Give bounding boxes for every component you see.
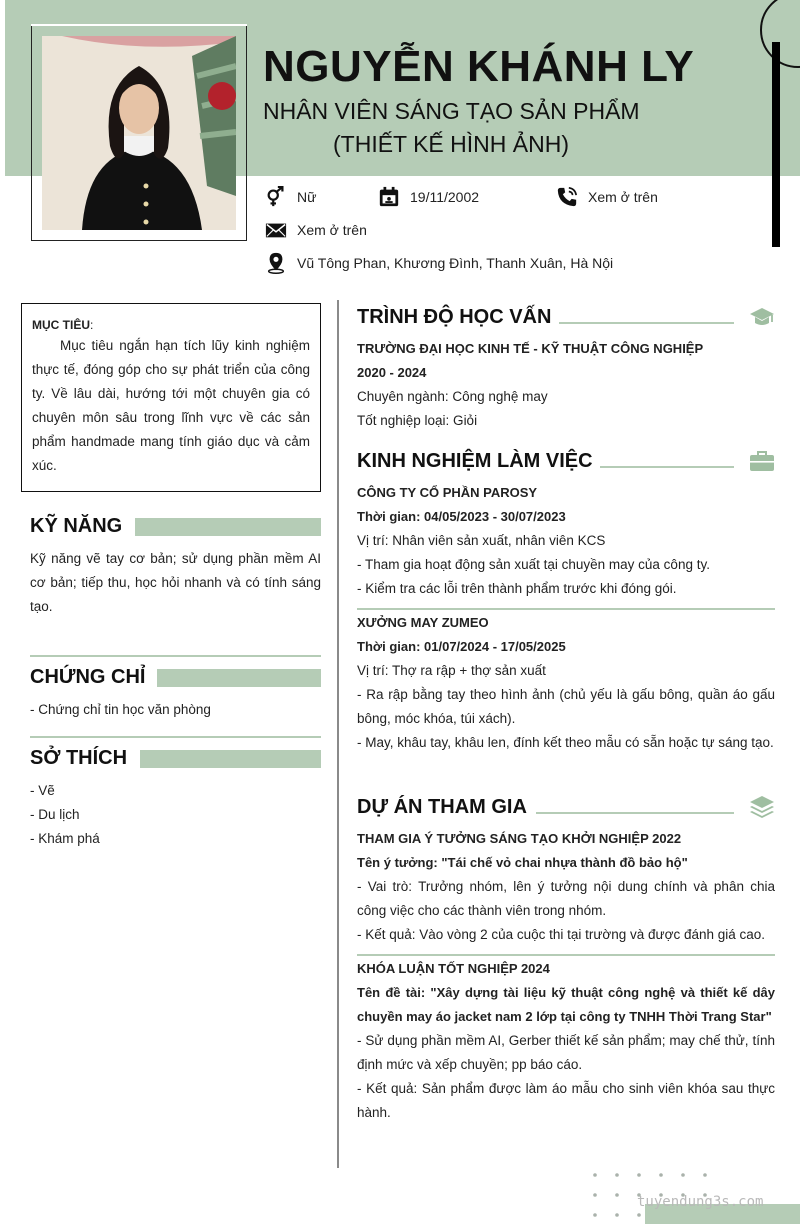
projects-heading-line bbox=[536, 812, 734, 814]
skills-heading: KỸ NĂNG bbox=[30, 515, 123, 537]
hobbies-heading-bar bbox=[140, 750, 321, 768]
info-email bbox=[265, 219, 367, 241]
education-heading: TRÌNH ĐỘ HỌC VẤN bbox=[357, 306, 552, 328]
hobby-item: - Du lịch bbox=[30, 807, 80, 822]
graduation-cap-icon bbox=[749, 305, 775, 329]
project-name: THAM GIA Ý TƯỞNG SÁNG TẠO KHỞI NGHIỆP 2022 bbox=[357, 831, 682, 846]
project-idea: Tên đề tài: "Xây dựng tài liệu kỹ thuật công nghệ và thiết kế dây chuyền may áo jacket nam 2 lớp tại công ty TNHH Thời Trang Star" bbox=[357, 985, 775, 1024]
email-value: Xem ở trên bbox=[297, 222, 367, 238]
hobbies-divider bbox=[30, 736, 321, 738]
job-duty: - Kiểm tra các lỗi trên thành phẩm trước khi đóng gói. bbox=[357, 581, 677, 596]
experience-heading: KINH NGHIỆM LÀM VIỆC bbox=[357, 450, 593, 472]
info-address bbox=[265, 252, 613, 274]
photo-frame-highlight bbox=[31, 24, 247, 26]
projects-heading: DỰ ÁN THAM GIA bbox=[357, 796, 527, 818]
project-separator bbox=[357, 954, 775, 956]
certificate-item: - Chứng chỉ tin học văn phòng bbox=[30, 702, 211, 717]
objective-label: MỤC TIÊU bbox=[32, 318, 90, 332]
hobby-item: - Vẽ bbox=[30, 783, 55, 798]
education-grade: Tốt nghiệp loại: Giỏi bbox=[357, 413, 478, 428]
job-time: Thời gian: 04/05/2023 - 30/07/2023 bbox=[357, 509, 566, 524]
job-title-subtitle: (THIẾT KẾ HÌNH ẢNH) bbox=[333, 131, 569, 157]
project-detail: - Sử dụng phần mềm AI, Gerber thiết kế sản phẩm; may chế thử, tính định mức và xếp chuyền; pp báo cáo. bbox=[357, 1033, 775, 1072]
education-heading-line bbox=[559, 322, 734, 324]
info-gender bbox=[265, 186, 316, 208]
envelope-icon bbox=[265, 219, 287, 241]
project-detail: - Kết quả: Sản phẩm được làm áo mẫu cho sinh viên khóa sau thực hành. bbox=[357, 1081, 775, 1120]
job-company: CÔNG TY CỔ PHẦN PAROSY bbox=[357, 485, 538, 500]
profile-photo bbox=[42, 36, 236, 230]
gender-value: Nữ bbox=[297, 189, 317, 205]
briefcase-icon bbox=[749, 449, 775, 473]
project-detail: - Kết quả: Vào vòng 2 của cuộc thi tại trường và được đánh giá cao. bbox=[357, 927, 766, 942]
candidate-name: NGUYỄN KHÁNH LY bbox=[263, 42, 695, 91]
objective-box: MỤC TIÊU: Mục tiêu ngắn hạn tích lũy kinh nghiệm thực tế, đóng góp cho sự phát triển của công ty. Về lâu dài, hướng tới một chuyên gia có chuyên môn sâu trong lĩnh vực về các sản phẩm handmade mang tính giáo dục và cảm xúc. bbox=[21, 303, 321, 492]
skills-text: Kỹ năng vẽ tay cơ bản; sử dụng phần mềm AI cơ bản; tiếp thu, học hỏi nhanh và có tính sáng tạo. bbox=[30, 551, 321, 614]
project-name: KHÓA LUẬN TỐT NGHIỆP 2024 bbox=[357, 961, 550, 976]
education-years: 2020 - 2024 bbox=[357, 365, 427, 380]
job-duty: - May, khâu tay, khâu len, đính kết theo mẫu có sẵn hoặc tự sáng tạo. bbox=[357, 735, 774, 750]
education-major: Chuyên ngành: Công nghệ may bbox=[357, 389, 548, 404]
address-value: Vũ Tông Phan, Khương Đình, Thanh Xuân, Hà Nội bbox=[297, 255, 614, 271]
watermark: tuyendung3s.com bbox=[637, 1194, 764, 1210]
decorative-bar bbox=[772, 42, 780, 247]
phone-icon bbox=[556, 186, 578, 208]
job-duty: - Ra rập bằng tay theo hình ảnh (chủ yếu là gấu bông, quần áo gấu bông, móc khóa, túi xách). bbox=[357, 687, 775, 726]
project-detail: - Vai trò: Trưởng nhóm, lên ý tưởng nội dung chính và phân chia công việc cho các thành viên trong nhóm. bbox=[357, 879, 775, 918]
info-phone bbox=[556, 186, 658, 208]
project-idea: Tên ý tưởng: "Tái chế vỏ chai nhựa thành đồ bảo hộ" bbox=[357, 855, 688, 870]
certificates-heading: CHỨNG CHỈ bbox=[30, 666, 146, 688]
certificates-divider bbox=[30, 655, 321, 657]
calendar-icon bbox=[378, 186, 400, 208]
certificates-heading-bar bbox=[157, 669, 321, 687]
profile-photo-illustration bbox=[42, 36, 236, 230]
dob-value: 19/11/2002 bbox=[410, 189, 480, 205]
job-separator bbox=[357, 608, 775, 610]
education-school: TRƯỜNG ĐẠI HỌC KINH TẾ - KỸ THUẬT CÔNG NGHIỆP bbox=[357, 341, 704, 356]
job-position: Vị trí: Nhân viên sản xuất, nhân viên KCS bbox=[357, 533, 606, 548]
location-pin-icon bbox=[265, 252, 287, 274]
phone-value: Xem ở trên bbox=[588, 189, 658, 205]
gender-icon bbox=[265, 186, 287, 208]
experience-heading-line bbox=[600, 466, 734, 468]
job-duty: - Tham gia hoạt động sản xuất tại chuyền may của công ty. bbox=[357, 557, 710, 572]
info-dob bbox=[378, 186, 479, 208]
job-title: NHÂN VIÊN SÁNG TẠO SẢN PHẨM bbox=[263, 98, 640, 124]
column-divider bbox=[337, 300, 339, 1168]
hobby-item: - Khám phá bbox=[30, 831, 100, 846]
job-time: Thời gian: 01/07/2024 - 17/05/2025 bbox=[357, 639, 566, 654]
job-company: XƯỞNG MAY ZUMEO bbox=[357, 615, 489, 630]
objective-text: Mục tiêu ngắn hạn tích lũy kinh nghiệm thực tế, đóng góp cho sự phát triển của công ty. Về lâu dài, hướng tới một chuyên gia có chuyên môn sâu trong lĩnh vực về các sản phẩm handmade mang tính giáo dục và cảm xúc. bbox=[32, 338, 310, 473]
hobbies-heading: SỞ THÍCH bbox=[30, 747, 128, 769]
layers-icon bbox=[749, 795, 775, 819]
skills-heading-bar bbox=[135, 518, 321, 536]
job-position: Vị trí: Thợ ra rập + thợ sản xuất bbox=[357, 663, 546, 678]
